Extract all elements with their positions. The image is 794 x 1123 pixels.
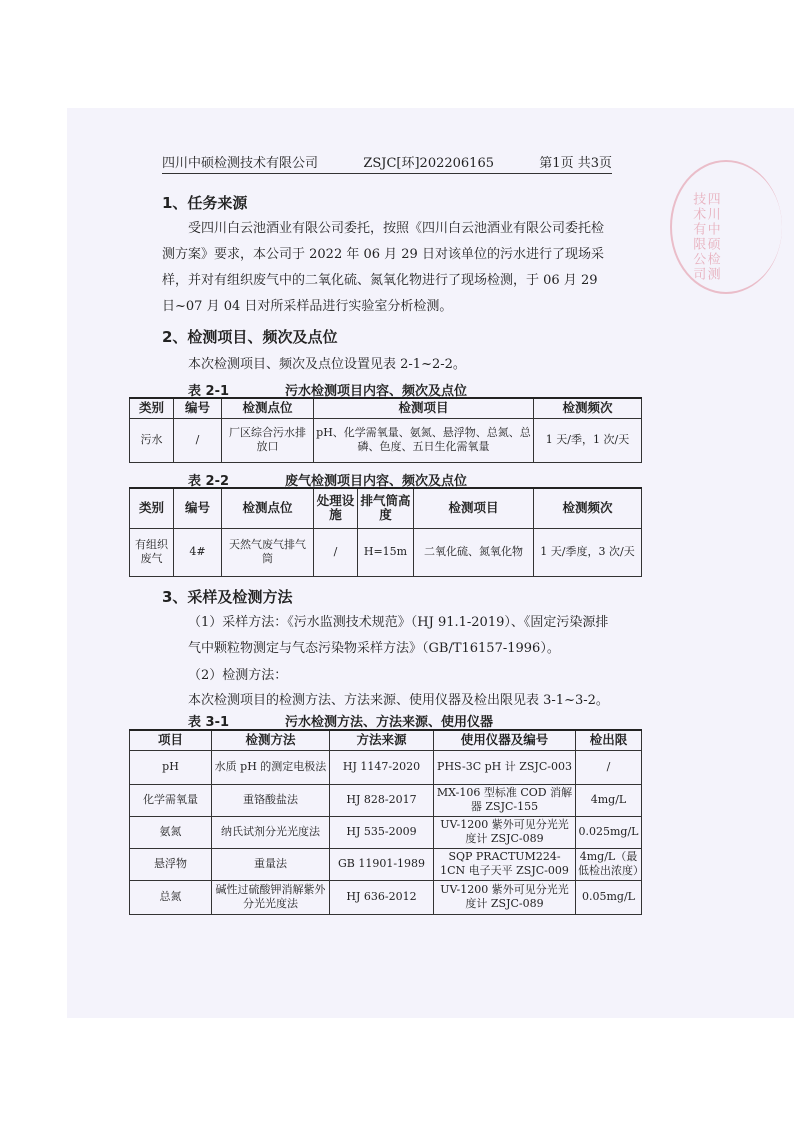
table-2-1 (129, 397, 642, 463)
t31-cell: pH (130, 750, 212, 784)
t21-header: 检测频次 (534, 398, 642, 418)
section-1-heading: 1、任务来源 (162, 194, 248, 212)
t31-cell: UV-1200 紫外可见分光光度计 ZSJC-089 (434, 816, 576, 848)
t31-cell: PHS-3C pH 计 ZSJC-003 (434, 750, 576, 784)
table-3-1-title: 污水检测方法、方法来源、使用仪器 (285, 715, 494, 730)
t22-header: 排气筒高度 (358, 488, 414, 528)
table-2-1-title: 污水检测项目内容、频次及点位 (285, 384, 468, 399)
t31-cell: SQP PRACTUM224-1CN 电子天平 ZSJC-009 (434, 848, 576, 880)
section-3-intro: 本次检测项目的检测方法、方法来源、使用仪器及检出限见表 3-1~3-2。 (188, 693, 609, 708)
t21-header: 检测点位 (222, 398, 314, 418)
t31-cell: HJ 636-2012 (330, 880, 434, 914)
t31-cell: HJ 1147-2020 (330, 750, 434, 784)
t31-cell: 纳氏试剂分光光度法 (212, 816, 330, 848)
t31-cell: 总氮 (130, 880, 212, 914)
t22-cell: / (314, 528, 358, 576)
t31-cell: 4mg/L (576, 784, 642, 816)
t31-cell: 0.025mg/L (576, 816, 642, 848)
t31-cell: UV-1200 紫外可见分光光度计 ZSJC-089 (434, 880, 576, 914)
t31-cell: 0.05mg/L (576, 880, 642, 914)
t31-cell: 重铬酸盐法 (212, 784, 330, 816)
t21-header: 编号 (174, 398, 222, 418)
header-page: 第1页 共3页 (539, 156, 612, 171)
sampling-method: （1）采样方法：《污水监测技术规范》（HJ 91.1-2019）、《固定污染源排气中颗粒物测定与气态污染物采样方法》（GB/T16157-1996）。 (188, 615, 609, 656)
t31-header: 方法来源 (330, 730, 434, 750)
t22-cell: H=15m (358, 528, 414, 576)
t31-cell: HJ 535-2009 (330, 816, 434, 848)
page-header (162, 152, 612, 174)
t31-cell: GB 11901-1989 (330, 848, 434, 880)
company-seal: 四川中硕检测技术有限公司 (670, 160, 782, 294)
table-2-2-number: 表 2-2 (188, 474, 230, 489)
t21-cell: 1 天/季，1 次/天 (534, 418, 642, 462)
t21-cell: pH、化学需氧量、氨氮、悬浮物、总氮、总磷、色度、五日生化需氧量 (314, 418, 534, 462)
test-method-label: （2）检测方法： (188, 668, 288, 683)
t22-header: 检测点位 (222, 488, 314, 528)
t21-header: 检测项目 (314, 398, 534, 418)
t21-header: 类别 (130, 398, 174, 418)
t22-cell: 1 天/季度，3 次/天 (534, 528, 642, 576)
section-2-heading: 2、检测项目、频次及点位 (162, 328, 338, 346)
section-3-heading: 3、采样及检测方法 (162, 588, 293, 606)
t31-header: 检测方法 (212, 730, 330, 750)
t31-cell: 水质 pH 的测定电极法 (212, 750, 330, 784)
table-3-1 (129, 729, 642, 915)
table-2-2 (129, 487, 642, 577)
t31-cell: HJ 828-2017 (330, 784, 434, 816)
t22-header: 处理设施 (314, 488, 358, 528)
t31-header: 使用仪器及编号 (434, 730, 576, 750)
t22-header: 类别 (130, 488, 174, 528)
section-1-paragraph: 受四川白云池酒业有限公司委托，按照《四川白云池酒业有限公司委托检测方案》要求，本公司于 2022 年 06 月 29 日对该单位的污水进行了现场采样，并对有组织废气中的二氧化硫、氮氧化物进行了现场检测，于 06 月 29 日~07 月 04 日对所采样品进行实验室分析检测。 (162, 221, 605, 314)
t22-header: 检测频次 (534, 488, 642, 528)
t31-cell: 氨氮 (130, 816, 212, 848)
table-2-2-title: 废气检测项目内容、频次及点位 (285, 474, 468, 489)
t22-cell: 二氧化硫、氮氧化物 (414, 528, 534, 576)
section-2-intro: 本次检测项目、频次及点位设置见表 2-1~2-2。 (188, 357, 466, 372)
t21-cell: 厂区综合污水排放口 (222, 418, 314, 462)
t22-cell: 有组织废气 (130, 528, 174, 576)
t21-cell: 污水 (130, 418, 174, 462)
t31-header: 项目 (130, 730, 212, 750)
t31-cell: 4mg/L（最低检出浓度） (576, 848, 642, 880)
t31-cell: / (576, 750, 642, 784)
t22-cell: 天然气废气排气筒 (222, 528, 314, 576)
t22-header: 检测项目 (414, 488, 534, 528)
t22-header: 编号 (174, 488, 222, 528)
t31-cell: 化学需氧量 (130, 784, 212, 816)
t21-cell: / (174, 418, 222, 462)
table-3-1-number: 表 3-1 (188, 715, 230, 730)
table-2-1-number: 表 2-1 (188, 384, 230, 399)
header-report-no: ZSJC[环]202206165 (363, 156, 494, 171)
t31-cell: MX-106 型标准 COD 消解器 ZSJC-155 (434, 784, 576, 816)
t22-cell: 4# (174, 528, 222, 576)
t31-cell: 碱性过硫酸钾消解紫外分光光度法 (212, 880, 330, 914)
t31-cell: 悬浮物 (130, 848, 212, 880)
t31-cell: 重量法 (212, 848, 330, 880)
t31-header: 检出限 (576, 730, 642, 750)
header-company: 四川中硕检测技术有限公司 (162, 156, 319, 171)
